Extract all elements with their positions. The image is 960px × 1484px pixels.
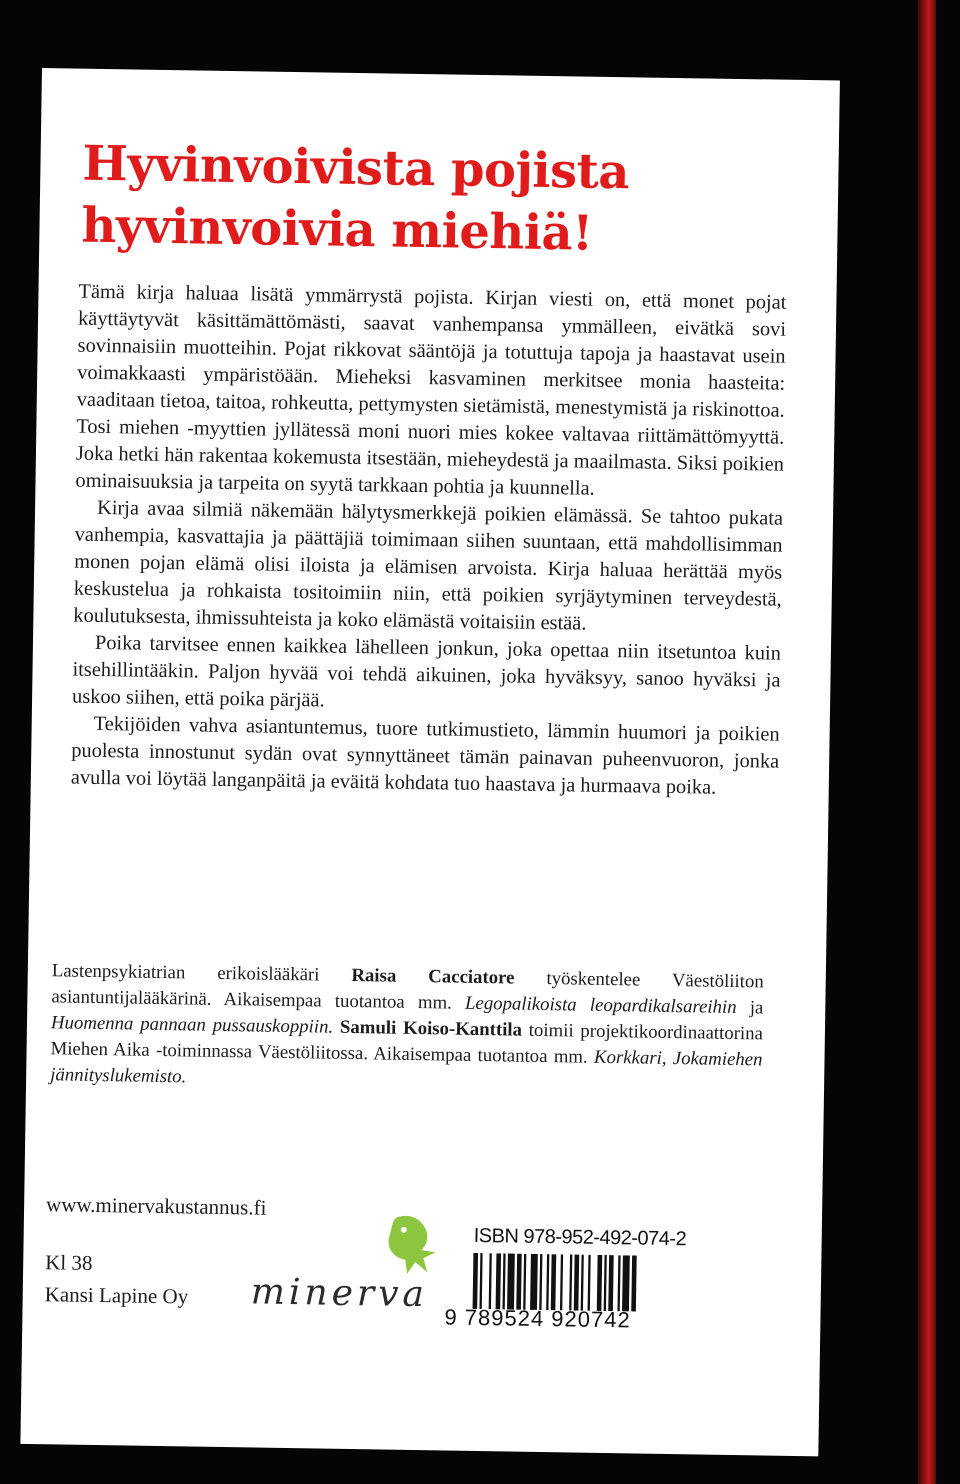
publisher-website: www.minervakustannus.fi (45, 1192, 267, 1220)
bio-work-1: Legopalikoista leopardikalsareihin (464, 992, 737, 1019)
bio-text-2: työskentelee Väestöliiton asiantuntijalääkärinä. Aikaisempaa tuotantoa mm. (51, 967, 764, 1014)
bio-author-2: Samuli Koiso-Kanttila (339, 1016, 523, 1041)
bio-author-1: Raisa Cacciatore (351, 964, 515, 989)
blurb (71, 279, 787, 803)
blurb-paragraph-4: Tekijöiden vahva asiantuntemus, tuore tutkimustieto, lämmin huumori ja poikien puolesta innostunut sydän ovat synnyttäneet tämän painavan puheenvuoron, jonka avulla voi löytää langanpäitä ja eväitä kohdata tuo haastava ja hurmaava poika. (70, 712, 780, 799)
isbn-label: ISBN 978-952-492-074-2 (473, 1224, 687, 1251)
library-class: Kl 38 (45, 1250, 93, 1275)
cover-credit: Kansi Lapine Oy (44, 1282, 189, 1309)
barcode-digits: 9 789524 920742 (444, 1304, 631, 1333)
back-cover (20, 68, 840, 1456)
blurb-paragraph-3: Poika tarvitsee ennen kaikkea lähelleen jonkun, joka opettaa niin itsetuntoa kuin itsehillintääkin. Paljon hyvää voi tehdä aikuinen, joka hyväksyy, sanoo hyväksi ja uskoo siihen, että poika pärjää. (71, 631, 782, 712)
blurb-paragraph-1: Tämä kirja haluaa lisätä ymmärrystä pojista. Kirjan viesti on, että monet pojat käyttäytyvät käsittämättömästi, saavat vanhempansa ymmälleen, eivätkä sovi sovinnaisiin muotteihin. Pojat rikkovat sääntöjä ja totuttuja tapoja ja haastavat usein voimakkaasti ympäristöään. Mieheksi kasvaminen merkitsee monia haasteita: vaaditaan tietoa, taitoa, rohkeutta, pettymysten sietämistä, menestymistä ja riskinottoa. Tosi miehen -myyttien jyllätessä moni nuori mies kokee valtavaa riittämättömyyttä. Joka hetki hän rakentaa kokemusta itsestään, mieheydestä ja maailmasta. Siksi poikien ominaisuuksia ja tarpeita on syytä tarkkaan pohtia ja kuunnella. (75, 280, 787, 500)
bio-work-3: Korkkari, Jokamiehen jännityslukemisto. (50, 1046, 763, 1088)
bio-text-3: ja (736, 997, 764, 1019)
headline-line-1: Hyvinvoivista pojista (82, 135, 630, 201)
bio-work-2: Huomenna pannaan pussauskoppiin. (50, 1012, 334, 1038)
bio-text-5: toimii projektikoordinaattorina Miehen Aika -toiminnassa Väestöliitossa. Aikaisempaa tuotantoa mm. (50, 1019, 764, 1068)
author-bio (50, 958, 764, 1099)
owl-icon (383, 1212, 444, 1279)
publisher-logo (250, 1209, 452, 1322)
cover-headline (81, 133, 629, 266)
spine-edge (918, 0, 936, 1484)
bio-text-1: Lastenpsykiatrian erikoislääkäri (51, 960, 352, 986)
headline-line-2: hyvinvoivia miehiä! (81, 197, 594, 262)
logo-wordmark: minerva (250, 1271, 429, 1316)
blurb-paragraph-2: Kirja avaa silmiä näkemään hälytysmerkkejä poikien elämässä. Se tahtoo pukata vanhempia, kasvattajia ja päättäjiä toimimaan siihen suuntaan, että mahdollisimman monen pojan elämä olisi iloista ja elämisen arvoista. Kirja haluaa herättää myös keskustelua ja rohkaista tositoimiin niin, että poikien syrjäytyminen terveydestä, koulutuksesta, ihmissuhteista ja koko elämästä voitaisiin estää. (73, 496, 784, 635)
